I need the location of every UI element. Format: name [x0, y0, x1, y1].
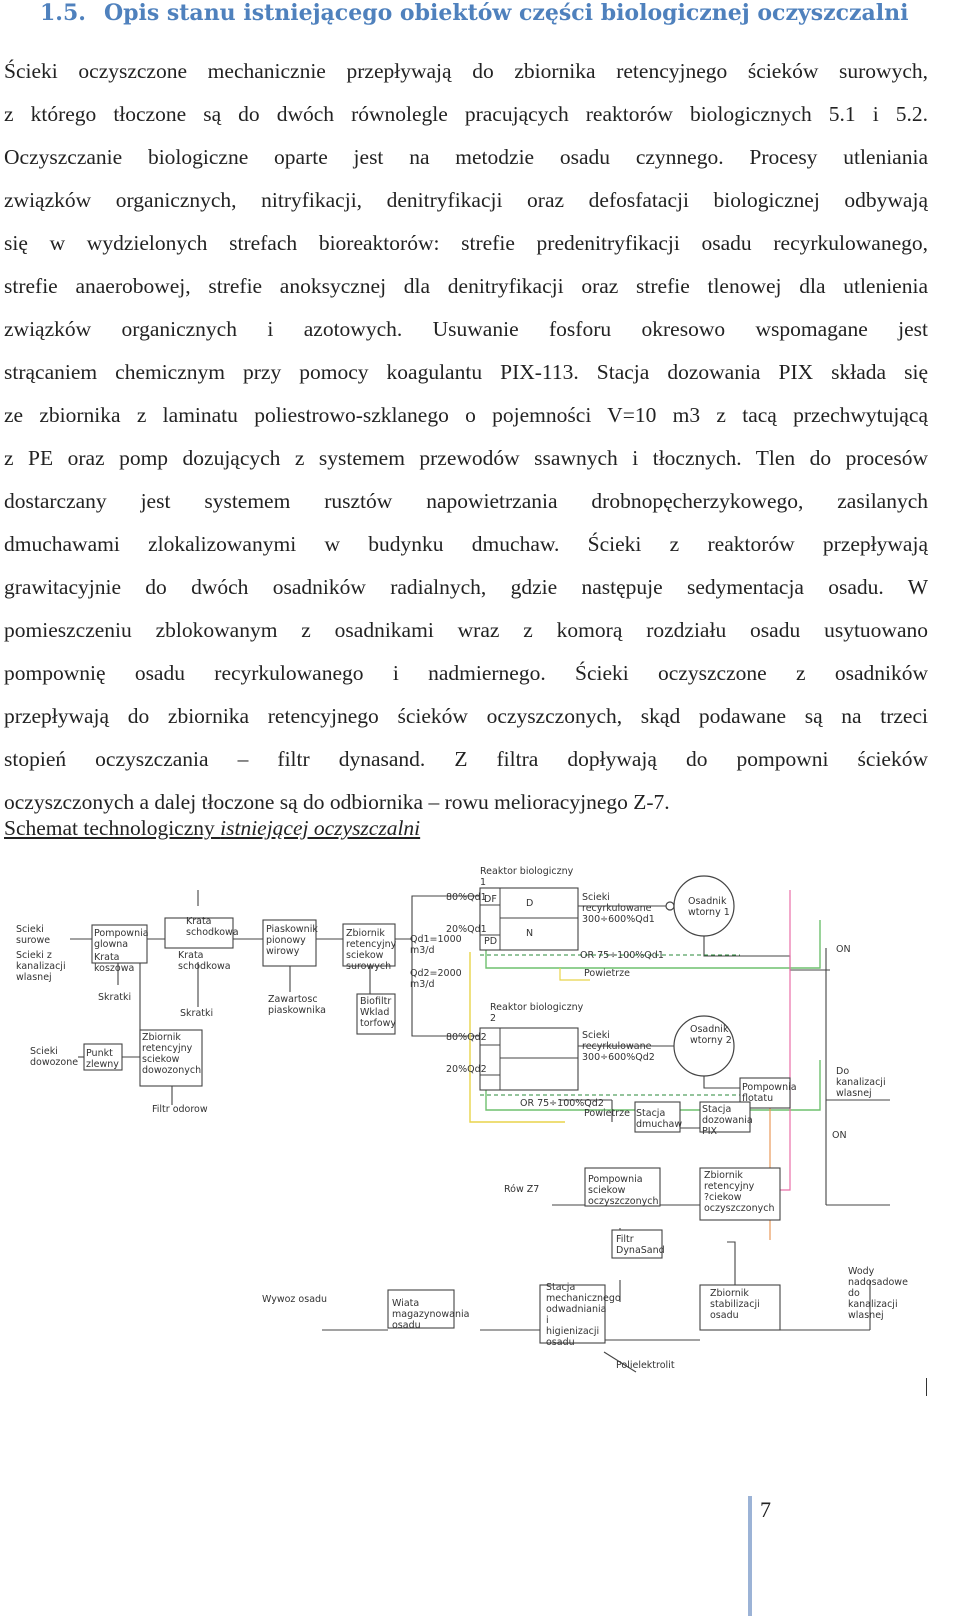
diagram-label-line: Stacja: [546, 1282, 576, 1293]
caption-italic: istniejącej oczyszczalni: [220, 816, 421, 840]
diagram-label-line: Krata: [94, 952, 120, 963]
diagram-label-line: m3/d: [410, 945, 435, 956]
diagram-label-line: nadosadowe: [848, 1277, 908, 1288]
diagram-label-line: DynaSand: [616, 1245, 665, 1256]
diagram-label-krata-schodkowa-2: [178, 950, 231, 972]
diagram-label-line: Osadnik: [688, 896, 727, 907]
paragraph-line: się w wydzielonych strefach bioreaktorów: strefie predenitryfikacji osadu recyrkulowanego,: [4, 231, 928, 255]
diagram-label-df: [484, 894, 497, 905]
diagram-label-line: 80%Qd1: [446, 892, 487, 903]
diagram-label-line: wlasnej: [16, 972, 52, 983]
diagram-label-line: recyrkulowane: [582, 1041, 652, 1052]
paragraph-line: Oczyszczanie biologiczne oparte jest na metodzie osadu czynnego. Procesy utleniania: [4, 145, 928, 169]
diagram-label-line: oczyszczonych: [588, 1196, 659, 1207]
diagram-label-or-1: [580, 950, 664, 961]
diagram-label-skratki-1: [98, 992, 131, 1003]
section-heading: [40, 0, 940, 26]
diagram-label-line: schodkowa: [178, 961, 231, 972]
diagram-label-line: D: [526, 898, 534, 909]
diagram-label-scieki-kanalizacji: [16, 950, 66, 983]
diagram-label-line: mechanicznego: [546, 1293, 621, 1304]
diagram-label-line: wlasnej: [848, 1310, 884, 1321]
diagram-label-line: Zawartosc: [268, 994, 318, 1005]
diagram-label-on-2: [832, 1130, 847, 1141]
diagram-label-line: kanalizacji: [16, 961, 66, 972]
diagram-label-line: sciekow: [142, 1054, 180, 1065]
diagram-label-line: Rów Z7: [504, 1184, 540, 1195]
paragraph-line: związków organicznych i azotowych. Usuwanie fosforu okresowo wspomagane jest: [4, 317, 928, 341]
diagram-label-line: kanalizacji: [848, 1299, 898, 1310]
diagram-label-line: Zbiornik: [142, 1032, 181, 1043]
diagram-label-reaktor-1: [480, 866, 574, 888]
diagram-label-line: Krata: [186, 916, 212, 927]
diagram-label-powietrze-2: [584, 1108, 630, 1119]
diagram-label-line: kanalizacji: [836, 1077, 886, 1088]
paragraph-line: grawitacyjnie do dwóch osadników radialnych, gdzie następuje sedymentacja osadu. W: [4, 575, 928, 599]
diagram-label-pd: [484, 936, 497, 947]
paragraph-line: ze zbiornika z laminatu poliestrowo-szklanego o pojemności V=10 m3 z tacą przechwytującą: [4, 403, 928, 427]
diagram-label-line: Qd1=1000: [410, 934, 462, 945]
diagram-label-line: Krata: [178, 950, 204, 961]
diagram-label-line: ON: [836, 944, 851, 955]
diagram-label-line: Pompownia: [94, 928, 149, 939]
page-number-bar: [748, 1496, 752, 1616]
diagram-label-pct80-2: [446, 1032, 487, 1043]
diagram-label-skratki-2: [180, 1008, 213, 1019]
diagram-label-line: 20%Qd1: [446, 924, 487, 935]
diagram-label-line: 300÷600%Qd2: [582, 1052, 655, 1063]
diagram-label-n: [526, 928, 533, 939]
diagram-label-line: Skratki: [180, 1008, 214, 1019]
section-number: 1.5.: [40, 0, 86, 26]
paragraph-line: strącaniem chemicznym przy pomocy koagulantu PIX-113. Stacja dozowania PIX składa się: [4, 360, 928, 384]
diagram-label-line: surowych: [346, 961, 392, 972]
diagram-label-recyrkulowane-1: [582, 892, 655, 925]
diagram-label-line: dmuchaw: [636, 1119, 683, 1130]
diagram-label-line: wtorny 1: [688, 907, 730, 918]
diagram-label-scieki-surowe: [16, 924, 50, 946]
section-title: Opis stanu istniejącego obiektów części biologicznej oczyszczalni: [103, 0, 909, 26]
diagram-label-line: higienizacji: [546, 1326, 600, 1337]
diagram-label-line: Osadnik: [690, 1024, 729, 1035]
diagram-label-line: Wklad: [360, 1007, 390, 1018]
diagram-label-line: odwadniania: [546, 1304, 607, 1315]
diagram-label-line: ?ciekow: [704, 1192, 742, 1203]
body-paragraph: [4, 50, 928, 824]
diagram-label-reaktor-2: [490, 1002, 584, 1024]
diagram-label-line: OR 75÷100%Qd1: [580, 950, 664, 961]
diagram-label-scieki-dowozone: [30, 1046, 78, 1068]
margin-mark: [926, 1378, 927, 1396]
paragraph-line: dostarczany jest systemem rusztów napowietrzania drobnopęcherzykowego, zasilanych: [4, 489, 928, 513]
diagram-label-line: Biofiltr: [360, 996, 392, 1007]
diagram-label-line: dozowania: [702, 1115, 753, 1126]
diagram-label-wody-nadosadowe: [848, 1266, 908, 1321]
diagram-label-osadnik-2: [690, 1024, 732, 1046]
diagram-label-line: Wody: [848, 1266, 875, 1277]
diagram-label-line: retencyjny: [142, 1043, 193, 1054]
diagram-label-line: Scieki: [30, 1046, 58, 1057]
paragraph-line: dmuchawami zlokalizowanymi w budynku dmuchaw. Ścieki z reaktorów przepływają: [4, 532, 928, 556]
diagram-label-line: Zbiornik: [346, 928, 385, 939]
diagram-label-line: Piaskownik: [266, 924, 318, 935]
diagram-label-line: Stacja: [702, 1104, 732, 1115]
diagram-label-line: sciekow: [588, 1185, 626, 1196]
diagram-label-line: do: [848, 1288, 860, 1299]
diagram-label-do-kanalizacji: [836, 1066, 886, 1099]
diagram-label-line: wlasnej: [836, 1088, 872, 1099]
paragraph-line: z PE oraz pomp dozujących z systemem przewodów ssawnych i tłocznych. Tlen do procesów: [4, 446, 928, 470]
diagram-label-osadnik-1: [688, 896, 730, 918]
diagram-label-pct20-2: [446, 1064, 487, 1075]
diagram-label-powietrze-1: [584, 968, 630, 979]
caption-prefix: Schemat technologiczny: [4, 816, 221, 840]
diagram-label-recyrkulowane-2: [582, 1030, 655, 1063]
diagram-label-line: torfowy: [360, 1018, 396, 1029]
diagram-label-line: magazynowania: [392, 1309, 470, 1320]
diagram-label-line: glowna: [94, 939, 129, 950]
paragraph-line: pomieszczeniu zblokowanym z osadnikami wraz z komorą rozdziału osadu usytuowano: [4, 618, 928, 642]
paragraph-line: strefie anaerobowej, strefie anoksycznej dla denitryfikacji oraz strefie tlenowej dla utlenienia: [4, 274, 928, 298]
diagram-label-line: Scieki: [16, 924, 44, 935]
diagram-label-polielektrolit: [616, 1360, 675, 1371]
diagram-label-line: Scieki z: [16, 950, 52, 961]
paragraph-line: Ścieki oczyszczone mechanicznie przepływają do zbiornika retencyjnego ścieków surowych,: [4, 59, 928, 83]
diagram-label-line: osadu: [710, 1310, 739, 1321]
diagram-label-line: Reaktor biologiczny: [480, 866, 574, 877]
diagram-label-line: Zbiornik: [710, 1288, 749, 1299]
diagram-label-line: Stacja: [636, 1108, 666, 1119]
diagram-label-line: oczyszczonych: [704, 1203, 775, 1214]
diagram-label-line: Filtr: [616, 1234, 634, 1245]
paragraph-line: oczyszczonych a dalej tłoczone są do odbiornika – rowu melioracyjnego Z-7.: [4, 790, 670, 814]
diagram-label-line: 2: [490, 1013, 497, 1024]
diagram-label-line: ON: [832, 1130, 847, 1141]
diagram-label-line: Polielektrolit: [616, 1360, 675, 1371]
diagram-label-line: koszowa: [94, 963, 135, 974]
diagram-label-on-1: [836, 944, 851, 955]
paragraph-line: stopień oczyszczania – filtr dynasand. Z filtra dopływają do pompowni ścieków: [4, 747, 928, 771]
diagram-label-qd1: [410, 934, 462, 956]
diagram-label-line: pionowy: [266, 935, 306, 946]
diagram-label-line: i: [546, 1315, 549, 1326]
diagram-label-line: Wiata: [392, 1298, 420, 1309]
process-flow-diagram: [0, 860, 960, 1420]
diagram-label-line: piaskownika: [268, 1005, 327, 1016]
figure-caption: [4, 813, 420, 843]
diagram-label-line: Powietrze: [584, 1108, 630, 1119]
diagram-label-line: Wywoz osadu: [262, 1294, 328, 1305]
paragraph-line: z którego tłoczone są do dwóch równolegle pracujących reaktorów biologicznych 5.1 i 5.2.: [4, 102, 928, 126]
diagram-label-line: 80%Qd2: [446, 1032, 487, 1043]
diagram-label-line: Zbiornik: [704, 1170, 743, 1181]
diagram-label-line: PD: [484, 936, 498, 947]
diagram-label-line: Qd2=2000: [410, 968, 462, 979]
diagram-label-line: wtorny 2: [690, 1035, 732, 1046]
diagram-label-d: [526, 898, 533, 909]
diagram-label-line: recyrkulowane: [582, 903, 652, 914]
page-number: 7: [760, 1497, 771, 1522]
diagram-label-line: dowozone: [30, 1057, 79, 1068]
diagram-label-line: osadu: [546, 1337, 575, 1348]
diagram-label-pct80-1: [446, 892, 487, 903]
diagram-label-wywoz-osadu: [262, 1294, 327, 1305]
diagram-label-line: Reaktor biologiczny: [490, 1002, 584, 1013]
diagram-label-line: 1: [480, 877, 487, 888]
diagram-label-line: surowe: [16, 935, 51, 946]
diagram-label-qd2: [410, 968, 462, 990]
diagram-label-line: sciekow: [346, 950, 384, 961]
diagram-label-line: wirowy: [266, 946, 300, 957]
diagram-label-pct20-1: [446, 924, 487, 935]
paragraph-line: związków organicznych, nitryfikacji, denitryfikacji oraz defosfatacji biologicznej odbywają: [4, 188, 928, 212]
diagram-label-row-z7: [504, 1184, 539, 1195]
diagram-label-line: flotatu: [742, 1093, 774, 1104]
diagram-label-line: Do: [836, 1066, 850, 1077]
diagram-label-line: osadu: [392, 1320, 421, 1331]
diagram-label-line: Filtr odorow: [152, 1104, 208, 1115]
diagram-label-line: Punkt: [86, 1048, 113, 1059]
diagram-label-line: DF: [484, 894, 497, 905]
diagram-label-line: retencyjny: [346, 939, 397, 950]
diagram-label-line: m3/d: [410, 979, 435, 990]
diagram-label-zawartosc-piaskownika: [268, 994, 326, 1016]
paragraph-line: pompownię osadu recyrkulowanego i nadmiernego. Ścieki oczyszczone z osadników: [4, 661, 928, 685]
diagram-label-line: zlewny: [86, 1059, 119, 1070]
diagram-label-line: Scieki: [582, 1030, 610, 1041]
diagram-label-line: Powietrze: [584, 968, 630, 979]
diagram-label-line: Scieki: [582, 892, 610, 903]
diagram-label-line: Skratki: [98, 992, 132, 1003]
paragraph-line: przepływają do zbiornika retencyjnego ścieków oczyszczonych, skąd podawane są na trzeci: [4, 704, 928, 728]
diagram-label-line: 300÷600%Qd1: [582, 914, 655, 925]
diagram-label-line: N: [526, 928, 534, 939]
diagram-label-line: Pompownia: [742, 1082, 797, 1093]
diagram-label-line: 20%Qd2: [446, 1064, 487, 1075]
diagram-label-line: PIX: [702, 1126, 718, 1137]
diagram-label-line: Pompownia: [588, 1174, 643, 1185]
diagram-label-line: retencyjny: [704, 1181, 755, 1192]
diagram-label-filtr-odorow: [152, 1104, 208, 1115]
diagram-label-line: schodkowa: [186, 927, 239, 938]
diagram-label-line: OR 75÷100%Qd2: [520, 1098, 604, 1109]
diagram-label-line: dowozonych: [142, 1065, 202, 1076]
diagram-label-line: stabilizacji: [710, 1299, 760, 1310]
